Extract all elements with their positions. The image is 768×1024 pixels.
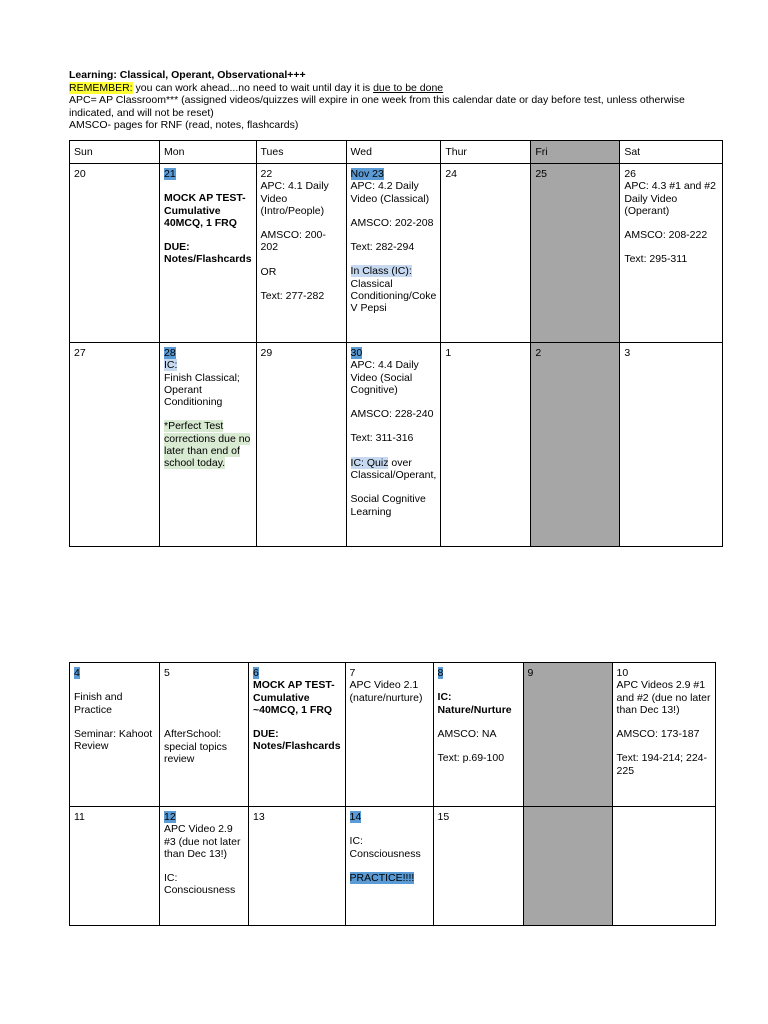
- amsco-text: AMSCO: 173-187: [616, 728, 700, 741]
- day-cell: [70, 663, 160, 807]
- day-cell: [620, 164, 723, 343]
- page-header: [69, 69, 709, 132]
- weekday-tue: Tues: [256, 141, 346, 164]
- mock-test-text: MOCK AP TEST- Cumulative 40MCQ, 1 FRQ: [164, 192, 246, 229]
- afterschool-text: AfterSchool: special topics review: [164, 728, 228, 765]
- day-date: 26: [624, 168, 637, 180]
- day-date: 15: [437, 811, 450, 823]
- day-date: 7: [349, 667, 356, 679]
- day-cell: [160, 343, 257, 547]
- day-date: 1: [445, 347, 452, 359]
- day-cell: [441, 164, 531, 343]
- day-cell: [160, 807, 249, 926]
- calendar-table-november: [69, 140, 723, 547]
- day-cell: [433, 663, 523, 807]
- remember-underlined: due to be done: [373, 81, 444, 94]
- week-row: [70, 663, 716, 807]
- weekday-sun: Sun: [70, 141, 160, 164]
- weekday-sat: Sat: [620, 141, 723, 164]
- day-cell: [249, 663, 346, 807]
- day-date: 14: [349, 811, 362, 823]
- textbook-text: Text: 194-214; 224-225: [616, 752, 708, 777]
- practice-text: Finish and Practice: [74, 691, 123, 716]
- remember-label: REMEMBER:: [69, 81, 133, 94]
- week-row: [70, 807, 716, 926]
- day-cell: [70, 343, 160, 547]
- day-cell: [160, 164, 257, 343]
- weekday-fri: Fri: [531, 141, 620, 164]
- in-class-text: Classical Conditioning/Coke V Pepsi: [350, 277, 437, 315]
- amsco-text: AMSCO: 202-208: [350, 216, 434, 229]
- day-date: 2: [535, 347, 542, 359]
- day-date: 20: [74, 168, 86, 180]
- week-row: [70, 164, 723, 343]
- apc-text: APC: 4.4 Daily Video (Social Cognitive): [350, 359, 419, 396]
- day-cell: [70, 164, 160, 343]
- or-text: OR: [260, 265, 277, 278]
- textbook-text: Text: p.69-100: [437, 752, 505, 765]
- in-class-text: IC: Nature/Nurture: [437, 691, 512, 716]
- weekday-thu: Thur: [441, 141, 531, 164]
- day-date: 8: [437, 667, 444, 679]
- amsco-text: AMSCO: NA: [437, 727, 497, 740]
- day-date: 11: [74, 811, 85, 823]
- page-title: Learning: Classical, Operant, Observational+++: [69, 69, 306, 81]
- textbook-text: Text: 295-311: [624, 253, 688, 266]
- mock-test-text: MOCK AP TEST- Cumulative ~40MCQ, 1 FRQ: [253, 679, 335, 716]
- amsco-text: AMSCO: 228-240: [350, 408, 434, 421]
- day-date: 5: [164, 667, 170, 679]
- apc-line: APC= AP Classroom*** (assigned videos/quizzes will expire in one week from this calendar date or day before test, unless otherwise indicated, and will not be reset): [69, 94, 685, 119]
- weekday-header-row: [70, 141, 723, 164]
- day-date: 27: [74, 347, 86, 359]
- day-cell: [249, 807, 346, 926]
- day-date: 4: [74, 667, 80, 679]
- day-cell: [256, 343, 346, 547]
- day-date: 25: [535, 168, 548, 180]
- weekday-mon: Mon: [160, 141, 257, 164]
- due-text: DUE: Notes/Flashcards: [253, 728, 341, 753]
- remember-line: [69, 82, 709, 95]
- day-cell: [345, 663, 433, 807]
- day-date: 13: [253, 811, 265, 823]
- day-cell: [441, 343, 531, 547]
- apc-text: APC: 4.3 #1 and #2 Daily Video (Operant): [624, 180, 716, 217]
- day-cell: [531, 164, 620, 343]
- apc-text: APC Video 2.1 (nature/nurture): [349, 679, 423, 704]
- day-date: 22: [260, 168, 273, 180]
- in-class-label: In Class (IC):: [350, 265, 412, 278]
- week-row: [70, 343, 723, 547]
- amsco-text: AMSCO: 208-222: [624, 229, 708, 242]
- day-cell: [70, 807, 160, 926]
- day-date: 9: [527, 667, 534, 679]
- day-date: Nov 23: [350, 168, 384, 180]
- day-cell: [256, 164, 346, 343]
- day-cell: [612, 663, 715, 807]
- day-date: 21: [164, 168, 176, 180]
- weekday-wed: Wed: [346, 141, 441, 164]
- calendar-table-december: [69, 662, 716, 926]
- day-date: 28: [164, 347, 176, 359]
- day-date: 12: [164, 811, 176, 823]
- day-cell: [160, 663, 249, 807]
- day-cell: [433, 807, 523, 926]
- day-date: 30: [350, 347, 363, 359]
- textbook-text: Text: 311-316: [350, 432, 414, 445]
- apc-text: APC Video 2.9 #3 (due not later than Dec 13!): [164, 823, 241, 860]
- quiz-label: IC: Quiz: [350, 456, 389, 469]
- day-date: 24: [445, 168, 458, 180]
- in-class-label: IC:: [164, 359, 178, 372]
- day-cell: [612, 807, 715, 926]
- test-corrections-note: *Perfect Test corrections due no later than end of school today.: [164, 420, 251, 470]
- apc-text: APC Videos 2.9 #1 and #2 (due no later than Dec 13!): [616, 679, 711, 716]
- day-cell: [523, 807, 612, 926]
- day-cell: [531, 343, 620, 547]
- seminar-text: Seminar: Kahoot Review: [74, 727, 153, 753]
- day-cell: [346, 343, 441, 547]
- day-date: 10: [616, 667, 629, 679]
- practice-text: PRACTICE!!!!: [349, 871, 415, 884]
- day-cell: [620, 343, 723, 547]
- textbook-text: Text: 277-282: [260, 290, 325, 303]
- amsco-text: AMSCO: 200-202: [260, 229, 326, 254]
- amsco-line: AMSCO- pages for RNF (read, notes, flashcards): [69, 119, 299, 132]
- apc-text: APC: 4.2 Daily Video (Classical): [350, 180, 430, 205]
- apc-text: APC: 4.1 Daily Video (Intro/People): [260, 180, 329, 217]
- textbook-text: Text: 282-294: [350, 241, 415, 254]
- in-class-text: IC: Consciousness: [164, 872, 236, 897]
- day-date: 3: [624, 347, 631, 359]
- day-date: 29: [260, 347, 273, 359]
- remember-text: you can work ahead...no need to wait until day it is: [132, 81, 374, 94]
- due-text: DUE: Notes/Flashcards: [164, 241, 252, 266]
- day-cell: [523, 663, 612, 807]
- day-cell: [345, 807, 433, 926]
- extra-text: Social Cognitive Learning: [350, 493, 426, 518]
- day-cell: [346, 164, 441, 343]
- in-class-text: Finish Classical; Operant Conditioning: [164, 371, 240, 409]
- day-date: 6: [253, 667, 259, 679]
- in-class-text: IC: Consciousness: [349, 835, 421, 860]
- quiz-text: over Classical/Operant,: [350, 456, 437, 482]
